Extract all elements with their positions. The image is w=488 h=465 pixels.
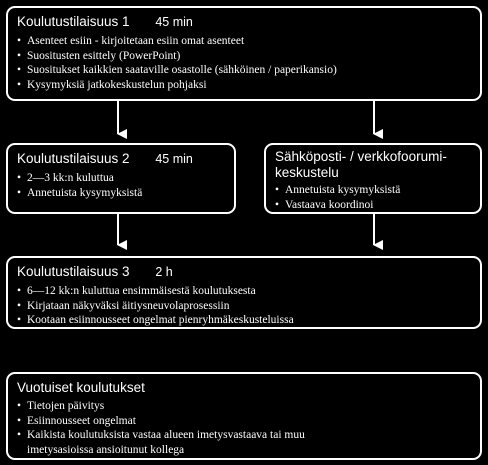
box1-item-text: Suositusten esittely (PowerPoint) <box>27 49 181 62</box>
box3-item <box>17 299 470 314</box>
box-koulutustilaisuus-2 <box>6 143 236 214</box>
box3-item-text: 6—12 kk:n kuluttua ensimmäisestä koulutuksesta <box>27 285 256 297</box>
annual-item <box>17 414 470 429</box>
box1-duration: 45 min <box>155 15 193 29</box>
box1-header <box>17 13 470 31</box>
box2-list <box>17 171 224 200</box>
box2-title: Koulutustilaisuus 2 <box>17 151 130 166</box>
bullet-icon: • <box>17 414 22 427</box>
box1-item <box>17 34 470 49</box>
box2-item <box>17 171 224 186</box>
forum-list <box>275 183 470 212</box>
annual-list <box>17 399 470 457</box>
forum-item-text: Annetuista kysymyksistä <box>285 184 401 196</box>
box1-item-text: Asenteet esiin - kirjoitetaan esiin omat asenteet <box>27 35 245 47</box>
box2-header <box>17 150 224 168</box>
box3-item-text: Kirjataan näkyväksi äitiysneuvolaprosessiin <box>27 299 230 312</box>
bullet-icon: • <box>17 49 22 62</box>
bullet-icon: • <box>17 64 22 76</box>
box3-list <box>17 284 470 328</box>
annual-item-text: Kaikista koulutuksista vastaa alueen imetysvastaava tai muu imetysasioissa ansioitunut kollega <box>27 429 305 456</box>
box1-item <box>17 78 470 93</box>
bullet-icon: • <box>17 186 22 199</box>
forum-item <box>275 198 470 213</box>
box3-duration: 2 h <box>155 265 173 279</box>
annual-item-text: Tietojen päivitys <box>27 400 105 412</box>
bullet-icon: • <box>17 285 22 297</box>
box-email-forum-discussion <box>264 143 482 214</box>
box1-item-text: Suositukset kaikkien saataville osastolle (sähköinen / paperikansio) <box>27 64 337 76</box>
box3-header <box>17 263 470 281</box>
annual-item <box>17 428 317 457</box>
forum-item-text: Vastaava koordinoi <box>285 198 374 211</box>
bullet-icon: • <box>17 78 22 91</box>
annual-title: Vuotuiset koulutukset <box>17 380 145 395</box>
bullet-icon: • <box>17 172 22 184</box>
box-koulutustilaisuus-1 <box>6 6 482 101</box>
box1-list <box>17 34 470 92</box>
bullet-icon: • <box>17 35 22 47</box>
annual-item <box>17 399 470 414</box>
bullet-icon: • <box>17 429 22 441</box>
forum-item <box>275 183 470 198</box>
annual-header <box>17 379 470 396</box>
box2-item-text: 2—3 kk:n kuluttua <box>27 172 114 184</box>
box2-item-text: Annetuista kysymyksistä <box>27 186 143 199</box>
box2-duration: 45 min <box>155 152 193 166</box>
bullet-icon: • <box>17 299 22 312</box>
forum-title: Sähköposti- / verkkofoorumi-keskustelu <box>275 149 447 180</box>
box-koulutustilaisuus-3 <box>6 256 482 329</box>
box3-item <box>17 284 470 299</box>
box3-item <box>17 313 470 328</box>
box-annual-trainings <box>6 372 482 460</box>
box1-title: Koulutustilaisuus 1 <box>17 14 130 29</box>
box1-item <box>17 49 470 64</box>
bullet-icon: • <box>17 400 22 412</box>
box3-title: Koulutustilaisuus 3 <box>17 264 130 279</box>
box1-item-text: Kysymyksiä jatkokeskustelun pohjaksi <box>27 78 207 91</box>
annual-item-text: Esiinnousseet ongelmat <box>27 414 136 427</box>
box1-item <box>17 63 470 78</box>
box2-item <box>17 186 224 201</box>
box3-item-text: Kootaan esiinnousseet ongelmat pienryhmäkeskusteluissa <box>27 314 294 326</box>
bullet-icon: • <box>275 184 280 196</box>
bullet-icon: • <box>275 198 280 211</box>
bullet-icon: • <box>17 314 22 326</box>
